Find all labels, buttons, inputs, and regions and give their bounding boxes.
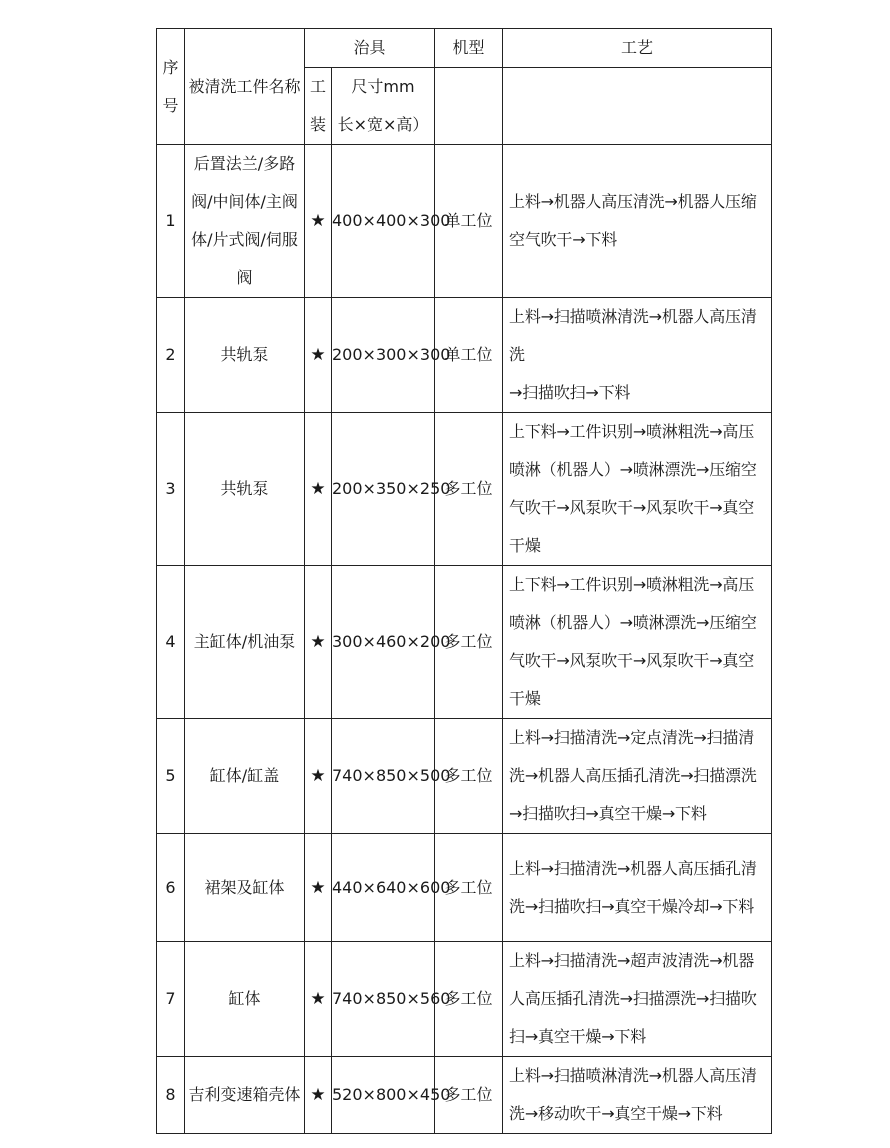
table-row	[157, 566, 772, 719]
header-size-line2: 长×宽×高）	[337, 115, 429, 134]
table-row	[157, 1057, 772, 1134]
row-tooling-star: ★	[305, 413, 332, 566]
row-process: 上下料→工件识别→喷淋粗洗→高压喷淋（机器人）→喷淋漂洗→压缩空气吹干→风泵吹干→风泵吹干→真空干燥	[503, 566, 772, 719]
row-name: 主缸体/机油泵	[185, 566, 305, 719]
header-model: 机型	[435, 29, 503, 68]
row-model: 多工位	[435, 1057, 503, 1134]
header-process-empty	[503, 68, 772, 145]
row-process: 上料→扫描清洗→机器人高压插孔清洗→扫描吹扫→真空干燥冷却→下料	[503, 834, 772, 942]
row-size: 520×800×450	[332, 1057, 435, 1134]
header-fixture: 治具	[305, 29, 435, 68]
row-process: 上料→机器人高压清洗→机器人压缩空气吹干→下料	[503, 145, 772, 298]
row-name: 后置法兰/多路阀/中间体/主阀体/片式阀/伺服阀	[185, 145, 305, 298]
cleaning-process-table	[156, 28, 772, 1134]
row-tooling-star: ★	[305, 1057, 332, 1134]
row-seq: 6	[157, 834, 185, 942]
row-seq: 5	[157, 719, 185, 834]
row-name: 缸体	[185, 942, 305, 1057]
row-size: 740×850×500	[332, 719, 435, 834]
row-seq: 7	[157, 942, 185, 1057]
row-seq: 8	[157, 1057, 185, 1134]
row-process: 上料→扫描喷淋清洗→机器人高压清洗→移动吹干→真空干燥→下料	[503, 1057, 772, 1134]
row-name: 裙架及缸体	[185, 834, 305, 942]
row-size: 200×350×250	[332, 413, 435, 566]
row-model: 多工位	[435, 719, 503, 834]
header-model-empty	[435, 68, 503, 145]
table-row	[157, 298, 772, 413]
table-row	[157, 834, 772, 942]
row-process	[503, 298, 772, 413]
row-process: 上料→扫描清洗→超声波清洗→机器人高压插孔清洗→扫描漂洗→扫描吹扫→真空干燥→下料	[503, 942, 772, 1057]
row-size: 440×640×600	[332, 834, 435, 942]
header-process: 工艺	[503, 29, 772, 68]
row-model: 单工位	[435, 298, 503, 413]
row-process-line1: 上料→扫描喷淋清洗→机器人高压清洗	[509, 307, 757, 364]
row-name: 吉利变速箱壳体	[185, 1057, 305, 1134]
header-row-1	[157, 29, 772, 68]
row-model: 多工位	[435, 942, 503, 1057]
row-model: 多工位	[435, 413, 503, 566]
table-row	[157, 145, 772, 298]
row-tooling-star: ★	[305, 298, 332, 413]
row-name: 共轨泵	[185, 413, 305, 566]
row-name: 共轨泵	[185, 298, 305, 413]
row-size: 300×460×200	[332, 566, 435, 719]
row-model: 单工位	[435, 145, 503, 298]
row-seq: 4	[157, 566, 185, 719]
row-size: 400×400×300	[332, 145, 435, 298]
row-tooling-star: ★	[305, 145, 332, 298]
row-seq: 3	[157, 413, 185, 566]
row-name: 缸体/缸盖	[185, 719, 305, 834]
row-tooling-star: ★	[305, 566, 332, 719]
row-tooling-star: ★	[305, 719, 332, 834]
row-model: 多工位	[435, 566, 503, 719]
row-tooling-star: ★	[305, 834, 332, 942]
row-tooling-star: ★	[305, 942, 332, 1057]
row-seq: 2	[157, 298, 185, 413]
header-size	[332, 68, 435, 145]
row-size: 740×850×560	[332, 942, 435, 1057]
row-process: 上料→扫描清洗→定点清洗→扫描清洗→机器人高压插孔清洗→扫描漂洗→扫描吹扫→真空干燥→下料	[503, 719, 772, 834]
header-size-line1: 尺寸mm	[351, 77, 415, 96]
row-seq: 1	[157, 145, 185, 298]
row-size: 200×300×300	[332, 298, 435, 413]
row-process: 上下料→工件识别→喷淋粗洗→高压喷淋（机器人）→喷淋漂洗→压缩空气吹干→风泵吹干→风泵吹干→真空干燥	[503, 413, 772, 566]
header-name: 被清洗工件名称	[185, 29, 305, 145]
table-row	[157, 719, 772, 834]
table-row	[157, 942, 772, 1057]
row-model: 多工位	[435, 834, 503, 942]
header-seq: 序号	[157, 29, 185, 145]
row-process-line2: →扫描吹扫→下料	[509, 383, 631, 402]
header-tooling: 工装	[305, 68, 332, 145]
table-row	[157, 413, 772, 566]
